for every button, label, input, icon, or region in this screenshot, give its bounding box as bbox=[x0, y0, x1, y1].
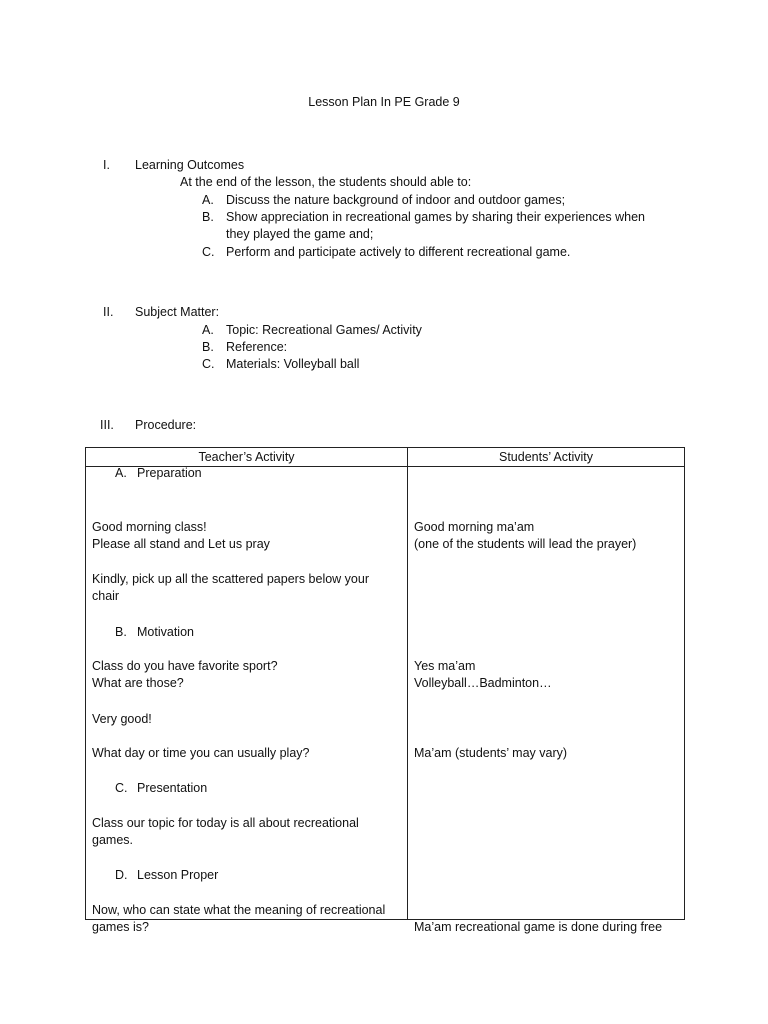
students-prayer-note: (one of the students will lead the prayer) bbox=[414, 537, 637, 551]
students-activity-header: Students’ Activity bbox=[408, 448, 685, 467]
subject-materials: Materials: Volleyball ball bbox=[226, 357, 360, 371]
outcome-a-text: Discuss the nature background of indoor and outdoor games; bbox=[226, 193, 566, 207]
preparation-letter: A. bbox=[115, 466, 127, 480]
subject-topic: Topic: Recreational Games/ Activity bbox=[226, 323, 422, 337]
subject-c-letter: C. bbox=[202, 357, 215, 371]
teacher-prayer: Please all stand and Let us pray bbox=[92, 537, 270, 551]
students-answers-vary: Ma’am (students’ may vary) bbox=[414, 746, 568, 760]
teacher-day-or-time: What day or time you can usually play? bbox=[92, 746, 310, 760]
procedure-table-row bbox=[86, 467, 685, 920]
section-2-heading: Subject Matter: bbox=[135, 305, 220, 319]
students-greeting: Good morning ma’am bbox=[414, 520, 535, 534]
section-1-heading: Learning Outcomes bbox=[135, 158, 245, 172]
procedure-table bbox=[85, 447, 685, 934]
students-recreational-answer: Ma’am recreational game is done during free bbox=[414, 920, 663, 934]
outcome-a-letter: A. bbox=[202, 193, 214, 207]
section-1-number: I. bbox=[103, 158, 110, 172]
students-activity-cell bbox=[408, 467, 685, 934]
teacher-topic-today: Class our topic for today is all about recreational games. bbox=[92, 816, 359, 847]
section-3-number: III. bbox=[100, 418, 114, 432]
procedure-table-header-row bbox=[86, 448, 685, 467]
students-yes: Yes ma’am bbox=[414, 659, 476, 673]
teacher-meaning-question: Now, who can state what the meaning of recreational games is? bbox=[92, 903, 386, 934]
teacher-greeting: Good morning class! bbox=[92, 520, 207, 534]
presentation-letter: C. bbox=[115, 781, 128, 795]
teacher-favorite-sport: Class do you have favorite sport? bbox=[92, 659, 278, 673]
teacher-activity-cell bbox=[86, 466, 408, 934]
section-2-number: II. bbox=[103, 305, 114, 319]
lesson-proper-heading: Lesson Proper bbox=[137, 868, 219, 882]
subject-b-letter: B. bbox=[202, 340, 214, 354]
outcome-b-letter: B. bbox=[202, 210, 214, 224]
outcome-b-text-line1: Show appreciation in recreational games by sharing their experiences when bbox=[226, 210, 645, 224]
motivation-heading: Motivation bbox=[137, 625, 194, 639]
students-sports: Volleyball…Badminton… bbox=[414, 676, 552, 690]
teacher-what-are-those: What are those? bbox=[92, 676, 184, 690]
teacher-activity-header: Teacher’s Activity bbox=[86, 448, 408, 467]
teacher-very-good: Very good! bbox=[92, 712, 152, 726]
document-title: Lesson Plan In PE Grade 9 bbox=[308, 95, 460, 109]
outcome-c-text: Perform and participate actively to different recreational game. bbox=[226, 245, 571, 259]
section-1-intro: At the end of the lesson, the students should able to: bbox=[180, 175, 472, 189]
subject-reference: Reference: bbox=[226, 340, 288, 354]
subject-a-letter: A. bbox=[202, 323, 214, 337]
outcome-c-letter: C. bbox=[202, 245, 215, 259]
teacher-pick-up-papers: Kindly, pick up all the scattered papers below your chair bbox=[92, 572, 370, 603]
presentation-heading: Presentation bbox=[137, 781, 208, 795]
outcome-b-text-line2: they played the game and; bbox=[226, 227, 374, 241]
lesson-proper-letter: D. bbox=[115, 868, 128, 882]
section-3-heading: Procedure: bbox=[135, 418, 197, 432]
preparation-heading: Preparation bbox=[137, 466, 202, 480]
motivation-letter: B. bbox=[115, 625, 127, 639]
